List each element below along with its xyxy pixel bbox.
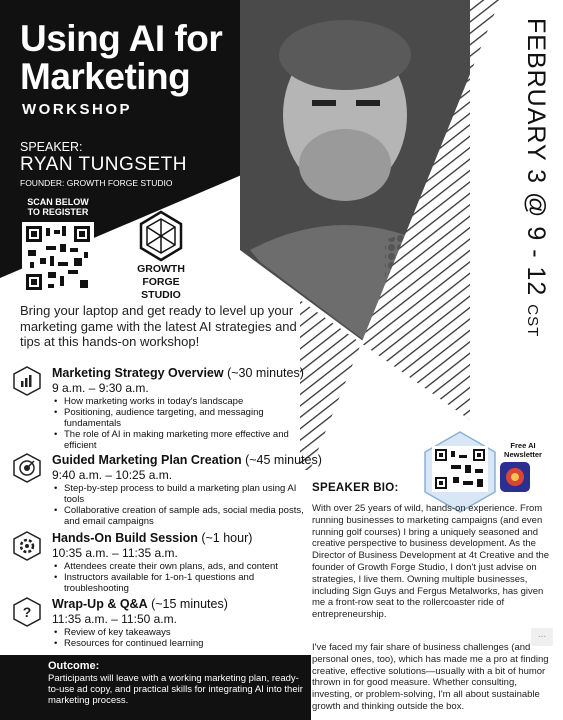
- session-duration: (~15 minutes): [147, 597, 228, 611]
- session-time: 9:40 a.m. – 10:25 a.m.: [52, 468, 173, 482]
- logo-line-1: GROWTH: [137, 263, 185, 275]
- newsletter-badge-icon: [500, 462, 530, 492]
- session-time: 10:35 a.m. – 11:35 a.m.: [52, 546, 178, 560]
- session-title: Marketing Strategy Overview: [52, 366, 224, 380]
- session-bullets: [52, 396, 314, 451]
- bullet-item: • Positioning, audience targeting, and messaging fundamentals: [64, 407, 314, 429]
- session-bullets: [52, 483, 314, 527]
- session-title: Hands-On Build Session: [52, 531, 198, 545]
- outcome-box: [0, 655, 311, 720]
- session-title: Guided Marketing Plan Creation: [52, 453, 242, 467]
- session-time: 11:35 a.m. – 11:50 a.m.: [52, 612, 177, 626]
- session-title: Wrap-Up & Q&A: [52, 597, 148, 611]
- outcome-text: Participants will leave with a working marketing plan, ready-to-use ad copy, and practical skills for integrating AI into their marketing process.: [48, 673, 303, 706]
- bullet-item: • How marketing works in today's landscape: [64, 396, 314, 407]
- newsletter-label: Free AI Newsletter: [504, 441, 542, 459]
- register-qr-code[interactable]: [22, 222, 94, 294]
- speaker-label: SPEAKER:: [20, 140, 83, 154]
- scan-to-register-label: SCAN BELOW TO REGISTER: [27, 197, 89, 217]
- workshop-subtitle: WORKSHOP: [22, 101, 132, 118]
- chart-icon: [12, 366, 42, 396]
- bullet-item: • Step-by-step process to build a marketing plan using AI tools: [64, 483, 314, 505]
- intro-text: Bring your laptop and get ready to level up your marketing game with the latest AI strategies and tips at this hands-on workshop!: [20, 303, 297, 349]
- question-icon: [12, 597, 42, 627]
- session-bullets: [52, 561, 314, 594]
- newsletter-qr-code[interactable]: [425, 432, 495, 512]
- bio-paragraph-1: With over 25 years of wild, hands-on experience. From running businesses to marketing campaigns (and even running golf courses) I bring a uniquely seasoned and creative perspective to business development. As the Director of Business Development at 4t Creative and the founder of Growth Forge Studio, I don't just advise on strategies, I live them. Owning multiple businesses, including Sign Guys and Fergus Metalworks, has given me a front-row seat to the rollercoaster ride of entrepreneurship.: [312, 503, 550, 621]
- growth-forge-logo: [122, 208, 200, 301]
- bullet-item: • Collaborative creation of sample ads, social media posts, and email campaigns: [64, 505, 314, 527]
- page-title: Using AI for Marketing: [20, 18, 223, 97]
- bullet-item: • Resources for continued learning: [64, 638, 314, 649]
- bullet-item: • Attendees create their own plans, ads, and content: [64, 561, 314, 572]
- logo-line-2: FORGE: [142, 276, 180, 288]
- target-icon: [12, 453, 42, 483]
- bullet-item: • The role of AI in making marketing more effective and efficient: [64, 429, 314, 451]
- build-icon: [12, 531, 42, 561]
- bullet-item: • Instructors available for 1-on-1 questions and troubleshooting: [64, 572, 314, 594]
- outcome-title: Outcome:: [48, 660, 100, 672]
- more-options-button[interactable]: ...: [531, 628, 553, 646]
- bio-paragraph-2: I've faced my fair share of business challenges (and personal ones, too), which has made me a pro at finding creative, effective solutions—usually with a bit of humor thrown in for good measure. Whether consulting, investing, or problem-solving, I'm all about sustainable growth and thinking outside the box.: [312, 642, 549, 712]
- session-duration: (~30 minutes): [223, 366, 304, 380]
- speaker-role: FOUNDER: GROWTH FORGE STUDIO: [20, 178, 173, 188]
- session-time: 9 a.m. – 9:30 a.m.: [52, 381, 149, 395]
- bio-title: SPEAKER BIO:: [312, 482, 399, 494]
- bullet-item: • Review of key takeaways: [64, 627, 314, 638]
- session-bullets: [52, 627, 314, 649]
- session-duration: (~45 minutes): [241, 453, 322, 467]
- speaker-name: RYAN TUNGSETH: [20, 154, 187, 175]
- logo-line-3: STUDIO: [141, 289, 181, 301]
- session-duration: (~1 hour): [197, 531, 253, 545]
- event-date-text: FEBRUARY 3 @ 9 - 12: [522, 18, 550, 297]
- svg-text:?: ?: [22, 604, 32, 620]
- event-timezone: CST: [524, 304, 541, 338]
